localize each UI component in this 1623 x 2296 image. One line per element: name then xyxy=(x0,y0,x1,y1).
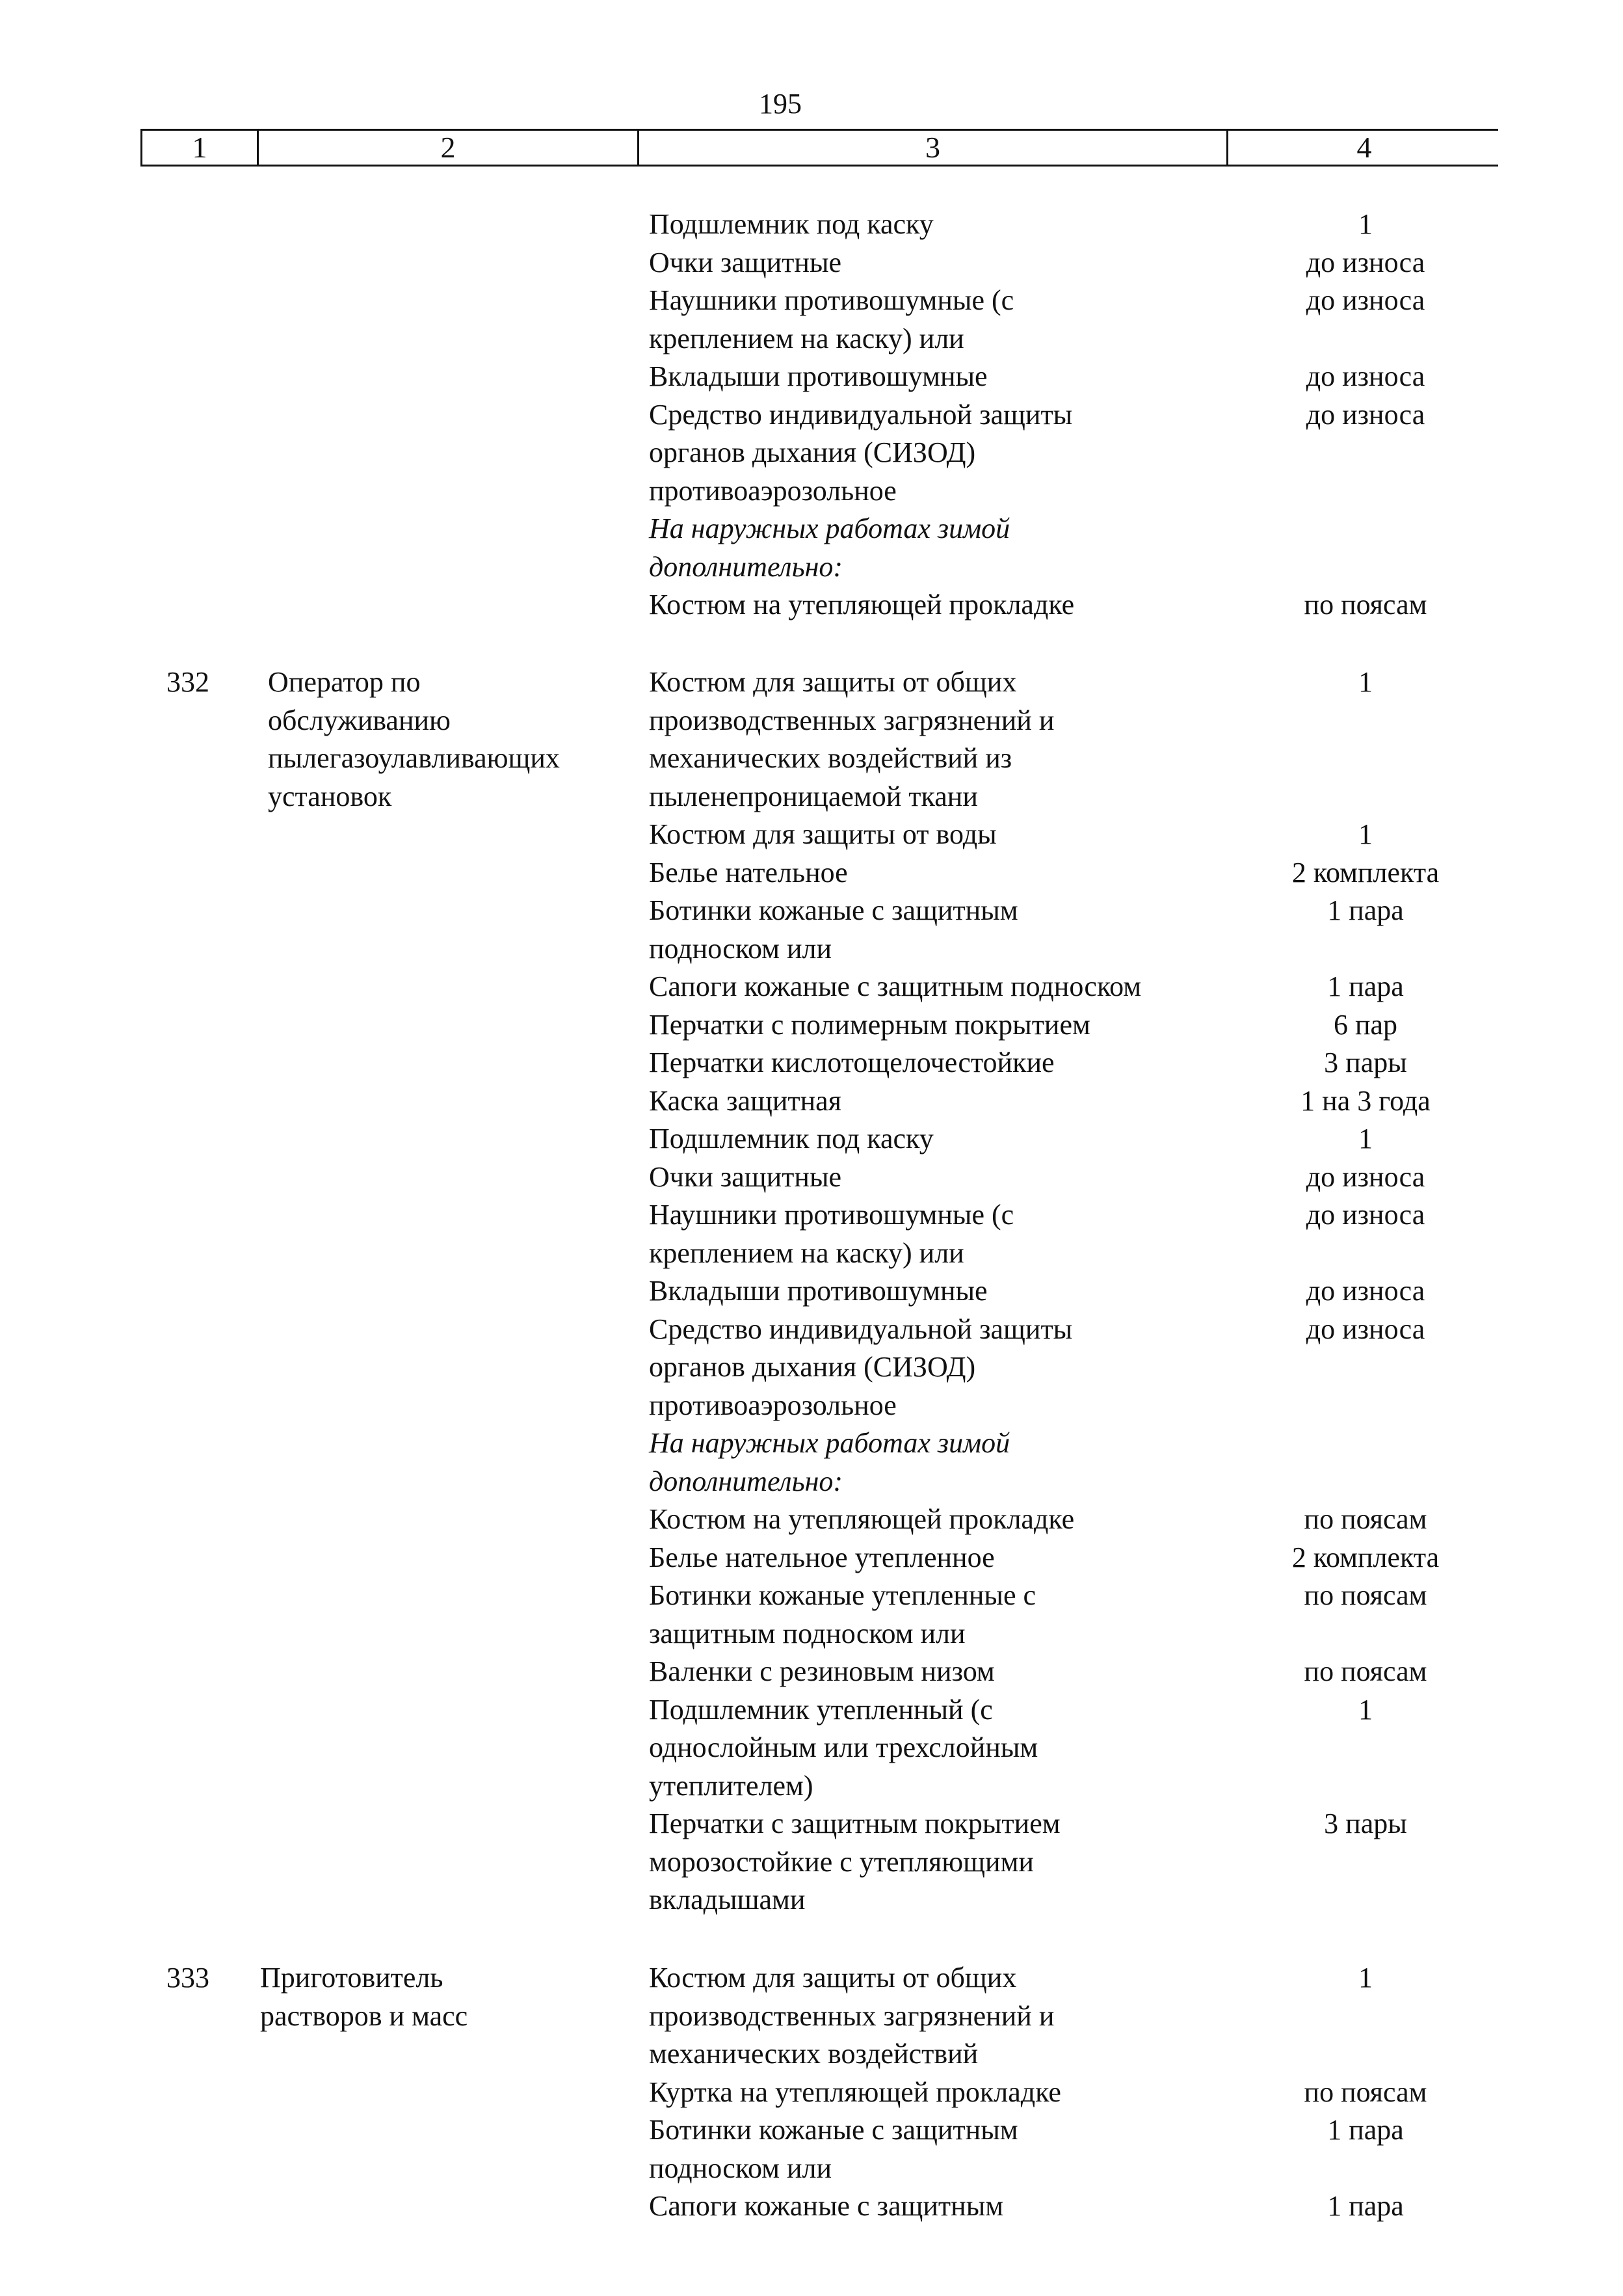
item-name: Белье нательное утепленное xyxy=(649,1541,995,1573)
item-norm: 1 xyxy=(1358,1962,1373,1994)
item-norm: 3 пары xyxy=(1324,1047,1407,1078)
item-norm: до износа xyxy=(1306,246,1425,278)
item-name: производственных загрязнений и xyxy=(649,704,1055,736)
item-name: Наушники противошумные (с xyxy=(649,284,1014,316)
item-norm xyxy=(1248,2150,1483,2188)
column-header-3: 3 xyxy=(925,131,940,164)
item-name: Костюм для защиты от общих xyxy=(649,1962,1017,1994)
profession-title-line: обслуживанию xyxy=(268,704,451,736)
item-name: вкладышами xyxy=(649,1884,806,1916)
item-name: подноском или xyxy=(649,932,832,965)
item-norm xyxy=(1248,510,1483,548)
item-norm: по поясам xyxy=(1304,2076,1427,2108)
item-name: Подшлемник под каску xyxy=(649,208,934,240)
item-name: Наушники противошумные (с xyxy=(649,1199,1014,1231)
item-name: креплением на каску) или xyxy=(649,1236,964,1269)
item-name: пыленепроницаемой ткани xyxy=(649,780,978,812)
item-name: механических воздействий xyxy=(649,2038,979,2070)
item-name: Средство индивидуальной защиты xyxy=(649,398,1073,431)
item-norm xyxy=(1248,740,1483,778)
profession-title-line: растворов и масс xyxy=(260,1999,468,2032)
item-name: Костюм для защиты от воды xyxy=(649,818,997,850)
column-header-2: 2 xyxy=(440,131,456,164)
item-norm xyxy=(1248,434,1483,472)
item-norm xyxy=(1248,548,1483,587)
item-name: утеплителем) xyxy=(649,1769,813,1802)
profession-title-line: Оператор по xyxy=(268,666,421,698)
item-norm xyxy=(1248,778,1483,816)
item-norm xyxy=(1248,2035,1483,2074)
item-norm: до износа xyxy=(1306,1275,1425,1307)
item-norm xyxy=(1248,1729,1483,1767)
item-norm: до износа xyxy=(1306,360,1425,392)
item-name: Ботинки кожаные утепленные с xyxy=(649,1579,1036,1611)
item-norm: по поясам xyxy=(1304,1579,1427,1611)
item-norm: до износа xyxy=(1306,284,1425,316)
column-header-row xyxy=(140,129,1498,167)
page-number: 195 xyxy=(759,88,802,120)
item-name: Очки защитные xyxy=(649,246,842,278)
item-name: Каска защитная xyxy=(649,1084,841,1117)
item-name: Подшлемник под каску xyxy=(649,1123,934,1155)
item-norm: 1 пара xyxy=(1327,894,1404,926)
item-norm: по поясам xyxy=(1304,1655,1427,1687)
item-name: морозостойкие с утепляющими xyxy=(649,1845,1034,1878)
item-norm: 1 xyxy=(1358,1123,1373,1155)
item-norm: 1 пара xyxy=(1327,970,1404,1002)
item-norm xyxy=(1248,930,1483,968)
item-name: производственных загрязнений и xyxy=(649,1999,1055,2032)
item-name: Вкладыши противошумные xyxy=(649,360,988,392)
item-norm xyxy=(1248,1615,1483,1653)
item-name: противоаэрозольное xyxy=(649,474,897,507)
item-name: Ботинки кожаные с защитным xyxy=(649,894,1018,926)
item-norm xyxy=(1248,1843,1483,1882)
item-name: Перчатки с защитным покрытием xyxy=(649,1808,1061,1839)
item-norm: 1 xyxy=(1358,666,1373,698)
item-norm: до износа xyxy=(1306,1199,1425,1231)
column-header-1: 1 xyxy=(192,131,207,164)
item-norm: по поясам xyxy=(1304,1503,1427,1535)
item-norm xyxy=(1248,1997,1483,2036)
item-norms-column xyxy=(1248,206,1483,624)
item-name: Перчатки кислотощелочестойкие xyxy=(649,1047,1055,1078)
item-name: механических воздействий из xyxy=(649,742,1012,774)
item-norm: до износа xyxy=(1306,1160,1425,1193)
item-names-column xyxy=(649,1959,1234,2226)
item-norm xyxy=(1248,472,1483,511)
item-names-column xyxy=(649,663,1234,1919)
item-norm xyxy=(1248,1235,1483,1273)
row-number xyxy=(166,1959,231,1997)
section-note: дополнительно: xyxy=(649,1465,843,1497)
item-norm: 1 пара xyxy=(1327,2190,1404,2222)
item-norm: 3 пары xyxy=(1324,1808,1407,1839)
item-name: подноском или xyxy=(649,2152,832,2184)
item-name: Перчатки с полимерным покрытием xyxy=(649,1008,1090,1041)
item-name: Вкладыши противошумные xyxy=(649,1275,988,1307)
item-norm xyxy=(1248,702,1483,740)
item-norm xyxy=(1248,1881,1483,1919)
item-name: Куртка на утепляющей прокладке xyxy=(649,2076,1061,2108)
item-norm: 1 на 3 года xyxy=(1300,1084,1431,1117)
item-name: Подшлемник утепленный (с xyxy=(649,1693,993,1726)
item-name: Очки защитные xyxy=(649,1160,842,1193)
item-norm xyxy=(1248,320,1483,358)
item-norm: 2 комплекта xyxy=(1291,1541,1440,1573)
item-norm xyxy=(1248,1463,1483,1501)
section-note: На наружных работах зимой xyxy=(649,1427,1010,1459)
item-norm: 2 комплекта xyxy=(1291,856,1440,888)
item-names-column xyxy=(649,206,1234,624)
item-norm: по поясам xyxy=(1304,589,1427,621)
item-norm: 1 xyxy=(1358,818,1373,850)
item-norm: 6 пар xyxy=(1333,1008,1398,1041)
item-name: противоаэрозольное xyxy=(649,1389,897,1421)
row-number-value: 332 xyxy=(166,666,209,698)
row-number xyxy=(166,663,231,702)
profession-title xyxy=(260,1959,624,2035)
item-norm: 1 xyxy=(1358,208,1373,240)
item-name: органов дыхания (СИЗОД) xyxy=(649,436,976,468)
item-name: Средство индивидуальной защиты xyxy=(649,1313,1073,1345)
item-name: однослойным или трехслойным xyxy=(649,1731,1038,1763)
item-norm xyxy=(1248,1387,1483,1425)
item-name: Костюм на утепляющей прокладке xyxy=(649,1503,1075,1535)
item-name: защитным подноском или xyxy=(649,1617,966,1649)
section-note: дополнительно: xyxy=(649,550,843,583)
item-name: Белье нательное xyxy=(649,856,848,888)
profession-title-line: установок xyxy=(268,780,392,812)
item-norm xyxy=(1248,1767,1483,1806)
item-norms-column xyxy=(1248,663,1483,1919)
section-note: На наружных работах зимой xyxy=(649,513,1010,544)
item-norm xyxy=(1248,1348,1483,1387)
item-name: органов дыхания (СИЗОД) xyxy=(649,1351,976,1383)
row-number-value: 333 xyxy=(166,1962,209,1994)
item-name: Сапоги кожаные с защитным подноском xyxy=(649,970,1142,1002)
item-name: Костюм на утепляющей прокладке xyxy=(649,589,1075,621)
item-norm: до износа xyxy=(1306,398,1425,431)
item-norm xyxy=(1248,1424,1483,1463)
item-norm: до износа xyxy=(1306,1313,1425,1345)
item-name: креплением на каску) или xyxy=(649,322,964,354)
item-norms-column xyxy=(1248,1959,1483,2226)
profession-title-line: Приготовитель xyxy=(260,1962,443,1994)
column-header-4: 4 xyxy=(1356,131,1372,164)
profession-title-line: пылегазоулавливающих xyxy=(268,742,560,774)
item-norm: 1 xyxy=(1358,1693,1373,1726)
profession-title xyxy=(268,663,632,816)
item-name: Костюм для защиты от общих xyxy=(649,666,1017,698)
item-norm: 1 пара xyxy=(1327,2114,1404,2146)
item-name: Сапоги кожаные с защитным xyxy=(649,2190,1004,2222)
item-name: Валенки с резиновым низом xyxy=(649,1655,995,1687)
item-name: Ботинки кожаные с защитным xyxy=(649,2114,1018,2146)
